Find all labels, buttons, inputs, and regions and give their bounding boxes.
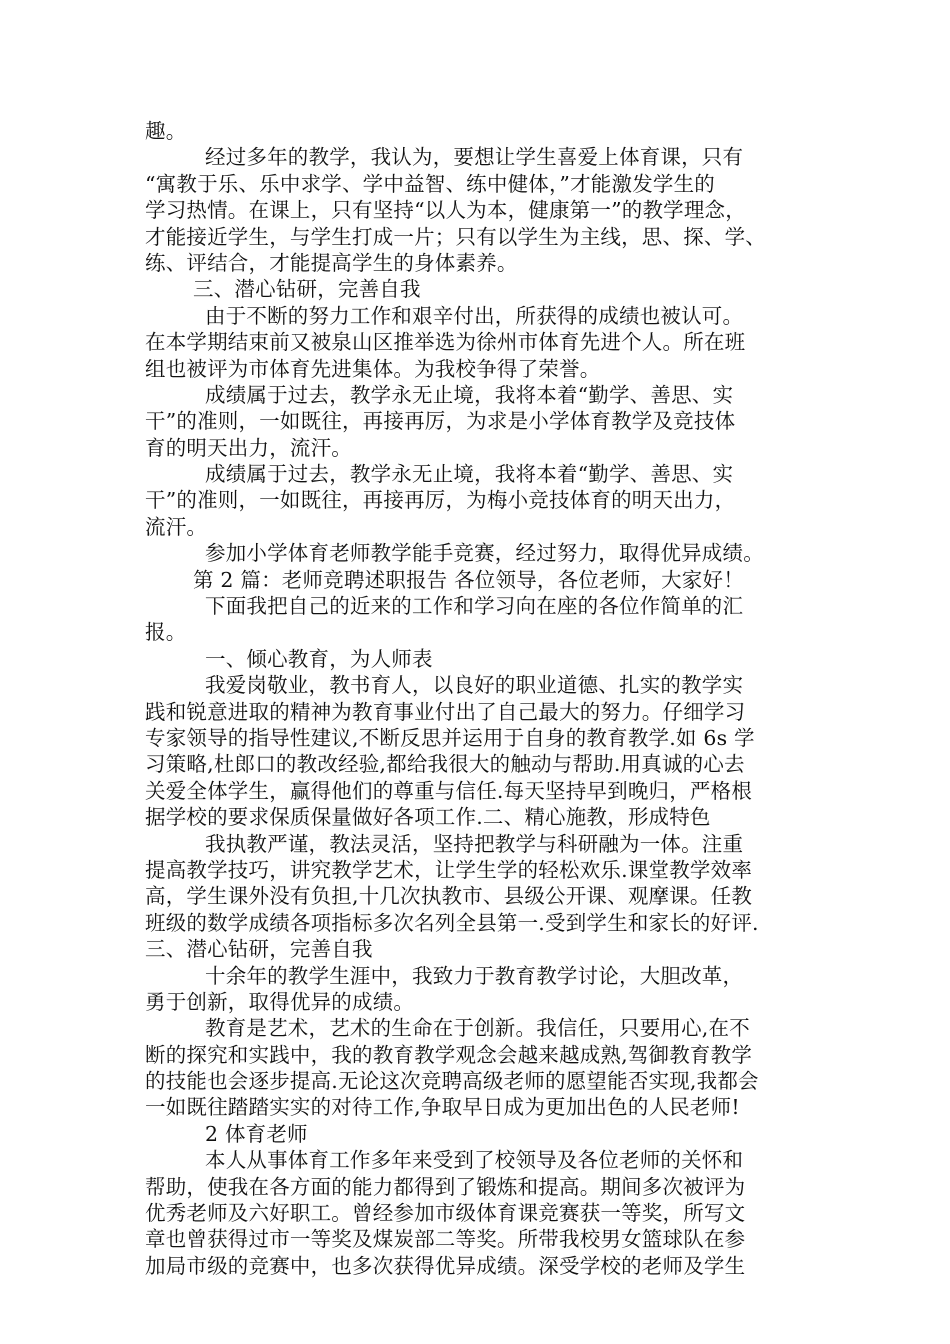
text-line: 教育是艺术，艺术的生命在于创新。我信任，只要用心,在不	[205, 1016, 750, 1041]
text-line: 在本学期结束前又被泉山区推举选为徐州市体育先进个人。所在班	[145, 330, 746, 355]
text-line: 高，学生课外没有负担,十几次执教市、县级公开课、观摩课。任教	[145, 884, 753, 909]
text-line: 的技能也会逐步提高.无论这次竞聘高级老师的愿望能否实现,我都会	[145, 1069, 759, 1094]
text-line: 2 体育老师	[205, 1121, 308, 1146]
text-line: 由于不断的努力工作和艰辛付出，所获得的成绩也被认可。	[205, 303, 744, 328]
text-line: 趣。	[145, 119, 187, 143]
text-line: 成绩属于过去，教学永无止境，我将本着“勤学、善思、实	[205, 382, 734, 407]
text-line: 成绩属于过去，教学永无止境，我将本着“勤学、善思、实	[205, 462, 734, 487]
text-line: 干”的准则，一如既往，再接再厉，为梅小竞技体育的明天出力，	[145, 488, 736, 513]
text-line: 章也曾获得过市一等奖及煤炭部二等奖。所带我校男女篮球队在参	[145, 1227, 746, 1252]
text-line: 提高教学技巧，讲究教学艺术，让学生学的轻松欢乐.课堂教学效率	[145, 857, 753, 882]
text-line: 践和锐意进取的精神为教育事业付出了自己最大的努力。仔细学习	[145, 699, 746, 724]
text-line: 我爱岗敬业，教书育人，以良好的职业道德、扎实的教学实	[205, 673, 744, 698]
text-line: 一如既往踏踏实实的对待工作,争取早日成为更加出色的人民老师!	[145, 1095, 740, 1120]
text-line: 关爱全体学生，赢得他们的尊重与信任.每天坚持早到晚归，严格根	[145, 778, 753, 803]
text-line: 三、潜心钻研，完善自我	[193, 277, 421, 302]
text-line: 习策略,杜郎口的教改经验,都给我很大的触动与帮助.用真诚的心去	[145, 752, 745, 777]
text-line: “寓教于乐、乐中求学、学中益智、练中健体，”才能激发学生的	[145, 171, 716, 196]
text-line: 帮助，使我在各方面的能力都得到了锻炼和提高。期间多次被评为	[145, 1174, 746, 1199]
text-line: 报。	[145, 620, 187, 645]
text-line: 本人从事体育工作多年来受到了校领导及各位老师的关怀和	[205, 1148, 744, 1173]
text-line: 加局市级的竞赛中，也多次获得优异成绩。深受学校的老师及学生	[145, 1253, 746, 1278]
text-line: 十余年的教学生涯中，我致力于教育教学讨论，大胆改革，	[205, 963, 744, 988]
text-line: 干”的准则，一如既往，再接再厉，为求是小学体育教学及竞技体	[145, 409, 736, 434]
text-line: 勇于创新，取得优异的成绩。	[145, 989, 415, 1014]
text-line: 参加小学体育老师教学能手竞赛，经过努力，取得优异成绩。	[205, 541, 764, 566]
text-line: 据学校的要求保质保量做好各项工作.二、精心施教，形成特色	[145, 805, 711, 830]
text-line: 优秀老师及六好职工。曾经参加市级体育课竞赛获一等奖，所写文	[145, 1201, 746, 1226]
text-line: 断的探究和实践中，我的教育教学观念会越来越成熟,驾御教育教学	[145, 1042, 753, 1067]
text-line: 经过多年的教学，我认为，要想让学生喜爱上体育课，只有	[205, 145, 744, 170]
text-line: 练、评结合，才能提高学生的身体素养。	[145, 250, 518, 275]
text-line: 育的明天出力，流汗。	[145, 435, 352, 460]
text-line: 班级的数学成绩各项指标多次名列全县第一.受到学生和家长的好评.	[145, 910, 759, 935]
text-line: 才能接近学生，与学生打成一片；只有以学生为主线，思、探、学、	[145, 224, 766, 249]
text-line: 下面我把自己的近来的工作和学习向在座的各位作简单的汇	[205, 594, 744, 619]
text-line: 流汗。	[145, 514, 208, 539]
text-line: 专家领导的指导性建议,不断反思并运用于自身的教育教学.如 6s 学	[145, 725, 755, 750]
text-line: 一、倾心教育，为人师表	[205, 646, 433, 671]
text-line: 学习热情。在课上，只有坚持“以人为本，健康第一”的教学理念，	[145, 198, 746, 223]
text-line: 三、潜心钻研，完善自我	[145, 937, 373, 962]
text-line: 第 2 篇：老师竞聘述职报告 各位领导，各位老师，大家好！	[193, 567, 744, 592]
text-line: 组也被评为市体育先进集体。为我校争得了荣誉。	[145, 356, 601, 381]
document-body	[145, 118, 817, 1279]
text-line: 我执教严谨，教法灵活，坚持把教学与科研融为一体。注重	[205, 831, 744, 856]
